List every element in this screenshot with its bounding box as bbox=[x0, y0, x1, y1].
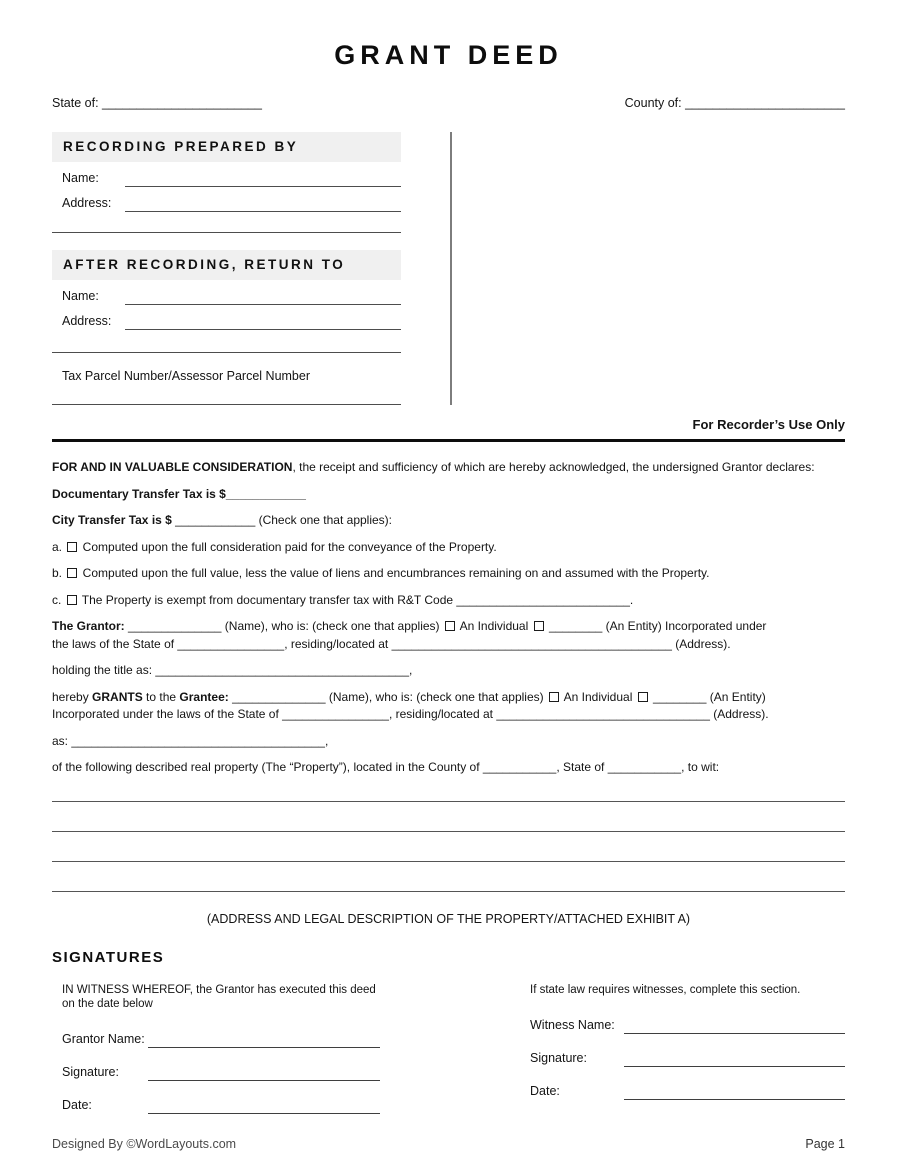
fill-in-blank[interactable]: __________________________ bbox=[456, 592, 630, 607]
checkbox-tax-option-a[interactable] bbox=[67, 542, 77, 552]
signature-label: Signature: bbox=[530, 1050, 587, 1065]
consideration-intro bbox=[52, 459, 845, 477]
county-of-field[interactable] bbox=[625, 95, 845, 111]
fill-in-blank[interactable]: _______________________ bbox=[685, 96, 845, 110]
recording-prepared-by-heading: RECORDING PREPARED BY bbox=[52, 132, 401, 162]
text-run: Computed upon the full consideration paid for the conveyance of the Property. bbox=[79, 539, 497, 554]
section-divider-line bbox=[52, 439, 845, 442]
property-description-line-1[interactable] bbox=[52, 786, 845, 802]
text-run: State of: bbox=[52, 96, 103, 110]
return-to-name-input-line[interactable] bbox=[125, 288, 401, 305]
fill-in-blank[interactable]: ________________ bbox=[282, 707, 389, 721]
prepared-by-address-row bbox=[52, 195, 401, 212]
text-run: the laws of the State of bbox=[52, 636, 178, 651]
fill-in-blank[interactable]: ___________ bbox=[607, 760, 682, 774]
tax-parcel-label: Tax Parcel Number/Assessor Parcel Number bbox=[62, 369, 310, 383]
return-to-address-input-line[interactable] bbox=[125, 313, 401, 330]
grantor-signature-column bbox=[62, 983, 380, 1114]
page-number: Page 1 bbox=[805, 1136, 845, 1151]
grantor-date-input-line[interactable] bbox=[148, 1097, 380, 1114]
grantor-name-label: Grantor Name: bbox=[62, 1031, 145, 1046]
deed-body bbox=[52, 459, 845, 777]
checkbox-grantee-individual[interactable] bbox=[549, 692, 559, 702]
page-title: GRANT DEED bbox=[334, 40, 563, 70]
grantor-witness-note: IN WITNESS WHEREOF, the Grantor has executed this deed on the date below bbox=[62, 983, 376, 1010]
page-footer bbox=[52, 1136, 845, 1152]
grantor-paragraph bbox=[52, 618, 845, 653]
checkbox-grantee-entity[interactable] bbox=[638, 692, 648, 702]
recorder-use-only-note: For Recorder’s Use Only bbox=[692, 417, 845, 432]
address-label: Address: bbox=[62, 314, 112, 328]
tax-option-c bbox=[52, 592, 845, 610]
text-run: as: bbox=[52, 733, 72, 748]
text-run: b. bbox=[52, 566, 66, 580]
text-run: , to wit: bbox=[681, 760, 720, 774]
fill-in-blank[interactable]: _______________________ bbox=[102, 96, 262, 110]
exhibit-note: (ADDRESS AND LEGAL DESCRIPTION OF THE PROPERTY/ATTACHED EXHIBIT A) bbox=[206, 911, 691, 926]
text-run: Incorporated under the laws of the State of bbox=[52, 707, 283, 721]
witness-requirement-note: If state law requires witnesses, complete this section. bbox=[530, 983, 801, 996]
property-description-line-4[interactable] bbox=[52, 862, 845, 892]
fill-in-blank[interactable]: ________________________________ bbox=[496, 707, 710, 721]
text-run: The Grantor: bbox=[52, 619, 125, 633]
signature-label: Signature: bbox=[62, 1064, 119, 1079]
text-run: The Property is exempt from documentary transfer tax with R&T Code bbox=[78, 592, 457, 607]
text-run: (Address). bbox=[671, 636, 731, 651]
text-run: Grantee: bbox=[179, 689, 229, 704]
text-run: FOR AND IN VALUABLE CONSIDERATION bbox=[52, 460, 293, 474]
text-run: , residing/located at bbox=[388, 707, 497, 721]
fill-in-blank[interactable]: ______________ bbox=[232, 689, 326, 704]
witness-name-input-line[interactable] bbox=[624, 1017, 845, 1034]
signatures-heading: SIGNATURES bbox=[52, 948, 165, 966]
tax-option-b bbox=[52, 565, 845, 583]
text-run: (Address). bbox=[709, 707, 769, 721]
fill-in-blank[interactable]: ________ bbox=[653, 689, 707, 704]
property-description-area bbox=[52, 786, 845, 892]
fill-in-blank[interactable]: ______________________________________ bbox=[71, 733, 325, 748]
witness-name-row bbox=[530, 1017, 845, 1034]
text-run: c. bbox=[52, 592, 65, 607]
property-location-line bbox=[52, 759, 845, 777]
grantor-date-row bbox=[62, 1097, 380, 1114]
state-of-field[interactable] bbox=[52, 95, 262, 111]
name-label: Name: bbox=[62, 171, 99, 185]
text-run: , bbox=[409, 663, 413, 677]
date-label: Date: bbox=[530, 1083, 560, 1098]
fill-in-blank[interactable]: ________________ bbox=[177, 636, 285, 651]
text-run: to the bbox=[142, 689, 180, 704]
text-run: (Name), who is: (check one that applies) bbox=[221, 619, 443, 633]
text-run: (Check one that applies): bbox=[255, 513, 393, 527]
after-recording-return-to-heading: AFTER RECORDING, RETURN TO bbox=[52, 250, 401, 280]
fill-in-blank[interactable]: ________ bbox=[548, 619, 603, 633]
text-run: (An Entity) bbox=[706, 689, 766, 704]
witness-signature-column bbox=[530, 983, 845, 1114]
text-run: , residing/located at bbox=[284, 636, 392, 651]
grantor-signature-input-line[interactable] bbox=[148, 1064, 380, 1081]
text-run: , State of bbox=[556, 760, 608, 774]
prepared-by-name-row bbox=[52, 170, 401, 187]
date-label: Date: bbox=[62, 1097, 92, 1112]
fill-in-blank[interactable]: ______________________________________ bbox=[155, 663, 410, 677]
checkbox-grantor-individual[interactable] bbox=[445, 621, 455, 631]
witness-name-label: Witness Name: bbox=[530, 1017, 615, 1032]
text-run: of the following described real property (The “Property”), located in the County of bbox=[52, 760, 483, 774]
grantor-signature-row bbox=[62, 1064, 380, 1081]
holding-title-line bbox=[52, 662, 845, 680]
fill-in-blank[interactable]: ______________ bbox=[128, 619, 222, 633]
checkbox-tax-option-c[interactable] bbox=[67, 595, 77, 605]
prepared-by-name-input-line[interactable] bbox=[125, 170, 401, 187]
property-description-line-2[interactable] bbox=[52, 802, 845, 832]
tax-parcel-input-line[interactable] bbox=[52, 404, 401, 405]
recorder-use-area bbox=[452, 132, 845, 405]
text-run: hereby bbox=[52, 689, 93, 704]
address-label: Address: bbox=[62, 196, 112, 210]
signatures-section bbox=[52, 983, 845, 1114]
witness-signature-row bbox=[530, 1050, 845, 1067]
return-to-address-continuation-line[interactable] bbox=[52, 352, 401, 353]
grantee-paragraph bbox=[52, 689, 845, 724]
text-run: , the receipt and sufficiency of which are hereby acknowledged, the undersigned Grantor declares: bbox=[292, 460, 815, 474]
text-run: Documentary Transfer Tax is $ bbox=[52, 486, 226, 501]
text-run: GRANTS bbox=[92, 689, 143, 704]
documentary-transfer-tax-line bbox=[52, 486, 845, 504]
text-run: . bbox=[629, 592, 634, 607]
text-run: County of: bbox=[624, 96, 686, 110]
designer-credit: Designed By ©WordLayouts.com bbox=[52, 1136, 237, 1151]
fill-in-blank[interactable]: ___________ bbox=[482, 760, 557, 774]
return-to-name-row bbox=[52, 288, 401, 305]
text-run: holding the title as: bbox=[52, 663, 156, 677]
witness-date-input-line[interactable] bbox=[624, 1083, 845, 1100]
grantor-name-row bbox=[62, 1031, 380, 1048]
checkbox-grantor-entity[interactable] bbox=[534, 621, 544, 631]
text-run: Computed upon the full value, less the value of liens and encumbrances remaining on and assumed with the Property. bbox=[79, 566, 710, 580]
property-description-line-3[interactable] bbox=[52, 832, 845, 862]
city-transfer-tax-line bbox=[52, 512, 845, 530]
tax-option-a bbox=[52, 539, 845, 557]
witness-date-row bbox=[530, 1083, 845, 1100]
prepared-by-address-input-line[interactable] bbox=[125, 195, 401, 212]
grantor-name-input-line[interactable] bbox=[148, 1031, 380, 1048]
return-to-address-row bbox=[52, 313, 401, 330]
text-run: (An Entity) Incorporated under bbox=[602, 619, 767, 633]
witness-signature-input-line[interactable] bbox=[624, 1050, 845, 1067]
text-run: , bbox=[324, 733, 329, 748]
text-run: (Name), who is: (check one that applies) bbox=[325, 689, 547, 704]
text-run: a. bbox=[52, 539, 66, 554]
prepared-by-address-continuation-line[interactable] bbox=[52, 232, 401, 233]
text-run: City Transfer Tax is $ bbox=[52, 513, 176, 527]
text-run: An Individual bbox=[456, 619, 532, 633]
checkbox-tax-option-b[interactable] bbox=[67, 568, 77, 578]
grantee-as-line bbox=[52, 733, 845, 751]
recorder-region bbox=[52, 132, 845, 405]
recording-info-column bbox=[52, 132, 401, 405]
state-county-row bbox=[52, 95, 845, 111]
text-run: An Individual bbox=[560, 689, 636, 704]
name-label: Name: bbox=[62, 289, 99, 303]
fill-in-blank[interactable]: __________________________________________ bbox=[391, 636, 672, 651]
fill-in-blank[interactable]: ____________ bbox=[175, 513, 256, 527]
fill-in-blank[interactable]: ____________ bbox=[225, 486, 306, 501]
